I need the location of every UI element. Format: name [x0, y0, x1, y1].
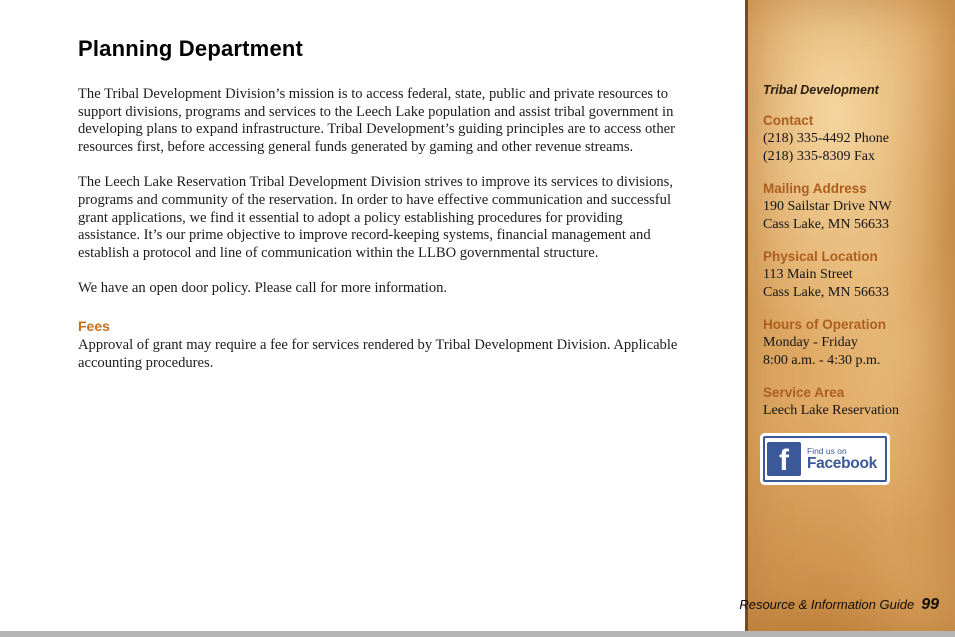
sidebar: [739, 0, 955, 631]
open-door-paragraph: We have an open door policy. Please call for more information.: [78, 280, 448, 297]
hours-days: Monday - Friday: [763, 335, 858, 350]
page-title: Planning Department: [78, 36, 304, 61]
fees-paragraph: Approval of grant may require a fee for services rendered by Tribal Development Division. Applicable accounting procedures.: [78, 336, 678, 371]
service-area-heading: Service Area: [763, 385, 845, 400]
department-name: Tribal Development: [763, 83, 879, 97]
hours-section: [763, 316, 945, 369]
mission-paragraph: The Tribal Development Division’s mission is to access federal, state, public and private resources to support divisions, programs and services to the Leech Lake population and assist tribal government in developing plans to expand infrastructure. Tribal Development’s guiding principles are to access other resources first, before accessing general funds generated by gaming and other revenue streams.: [78, 86, 675, 155]
fees-heading: Fees: [78, 317, 110, 334]
facebook-badge[interactable]: [763, 436, 887, 482]
physical-location-section: [763, 248, 945, 301]
mailing-address-section: [763, 180, 945, 233]
physical-location-heading: Physical Location: [763, 249, 878, 264]
service-area-value: Leech Lake Reservation: [763, 403, 900, 418]
facebook-icon: f: [767, 442, 801, 476]
page-number: 99: [921, 596, 939, 613]
hours-heading: Hours of Operation: [763, 317, 887, 332]
guide-title: Resource & Information Guide: [739, 597, 915, 612]
page-bottom-edge: [0, 631, 955, 637]
physical-city: Cass Lake, MN 56633: [763, 284, 889, 300]
contact-section: [763, 112, 945, 165]
services-paragraph: The Leech Lake Reservation Tribal Development Division strives to improve its services to divisions, programs and community of the reservation. In order to have effective communication and successful grant applications, we find it essential to adopt a policy establishing procedures for providing assistance. It’s our prime objective to improve record-keeping systems, financial management and establish a protocol and line of communication within the LLBO governmental structure.: [78, 174, 673, 261]
service-area-section: [763, 384, 945, 420]
physical-street: 113 Main Street: [763, 267, 853, 282]
mailing-city: Cass Lake, MN 56633: [763, 216, 889, 232]
facebook-find-us-label: Find us on: [807, 445, 847, 456]
facebook-wordmark: Facebook: [807, 454, 877, 472]
fax-line: (218) 335-8309 Fax: [763, 148, 875, 164]
facebook-badge-text: [807, 446, 877, 472]
footer: [739, 596, 939, 614]
mailing-address-heading: Mailing Address: [763, 181, 867, 196]
contact-heading: Contact: [763, 113, 814, 128]
mailing-street: 190 Sailstar Drive NW: [763, 199, 892, 214]
phone-line: (218) 335-4492 Phone: [763, 131, 889, 146]
hours-times: 8:00 a.m. - 4:30 p.m.: [763, 352, 881, 368]
